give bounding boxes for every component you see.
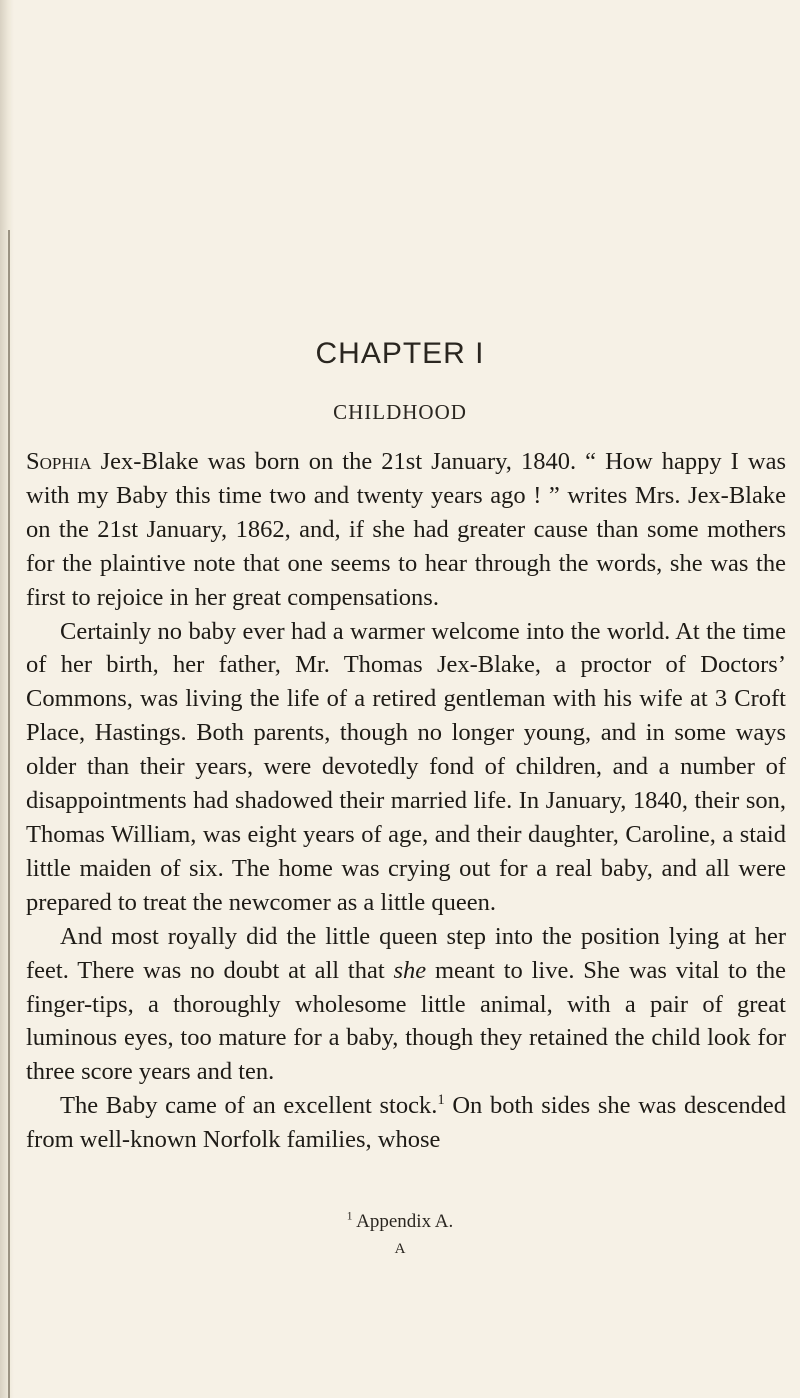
body-text [26,445,786,1157]
paragraph-3-emphasis: she [393,956,427,984]
footnote-text: Appendix A. [352,1211,454,1232]
paragraph-1-text: Jex-Blake was born on the 21st January, 1840. “ How happy I was with my Baby this time two and twenty years ago ! ” writes Mrs. Jex-Blake on the 21st January, 1862, and, if she had greater cause than some mothers for the plaintive note that one seems to hear through the words, she was the first to rejoice in her great compensations. [26,448,786,611]
paragraph-2-text: Certainly no baby ever had a warmer welcome into the world. At the time of her birth, her father, Mr. Thomas Jex-Blake, a proctor of Doctors’ Commons, was living the life of a retired gentleman with his wife at 3 Croft Place, Hastings. Both parents, though no longer young, and in some ways older than their years, were devotedly fond of children, and a number of disappointments had shadowed their married life. In January, 1840, their son, Thomas William, was eight years of age, and their daughter, Caroline, a staid little maiden of six. The home was crying out for a real baby, and all were prepared to treat the newcomer as a little queen. [26,617,786,916]
chapter-title: CHAPTER I [315,337,485,370]
footnote-mark: 1 [346,1210,353,1223]
paragraph-4 [26,1089,786,1157]
paragraph-4-text-after: On both sides she was descended from well-known Norfolk families, whose [26,1092,787,1154]
footnote [0,1211,800,1233]
paragraph-4-text-before: The Baby came of an excellent stock. [60,1092,438,1120]
chapter-subtitle: CHILDHOOD [333,400,467,424]
paragraph-1-lead: Sophia [26,448,92,475]
footnote-reference: 1 [437,1092,445,1109]
signature-mark: A [394,1241,406,1257]
paragraph-1 [26,445,786,615]
paragraph-2 [26,615,786,920]
paragraph-3-text-after: meant to live. She was vital to the finger-tips, a thoroughly wholesome little animal, with a pair of great luminous eyes, too mature for a baby, though they retained the child look for three score years and ten. [26,956,786,1086]
paragraph-3 [26,920,786,1090]
paragraph-3-text-before: And most royally did the little queen step into the position lying at her feet. There was no doubt at all that [26,922,786,984]
